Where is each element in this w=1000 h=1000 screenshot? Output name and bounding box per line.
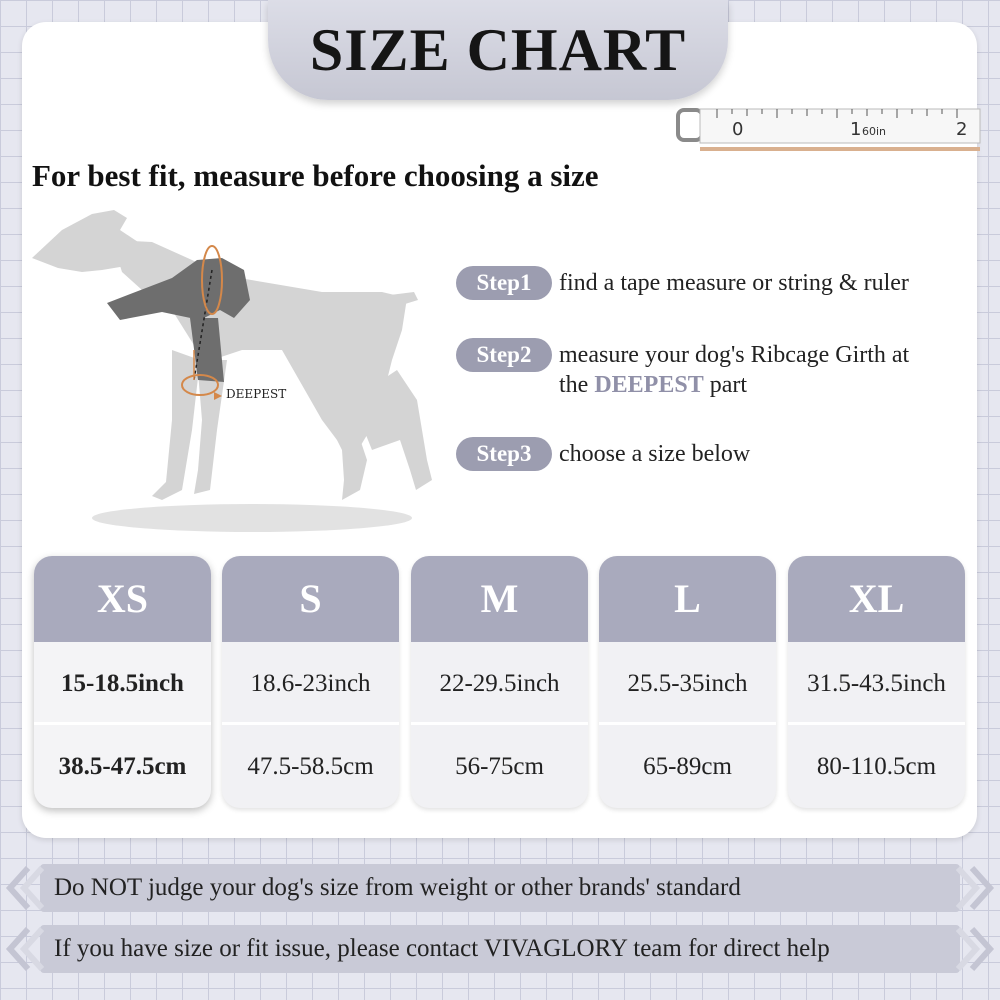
step2-line1: measure your dog's Ribcage Girth at	[559, 342, 910, 368]
chevron-right-icon	[948, 925, 998, 973]
size-cm: 47.5-58.5cm	[247, 753, 374, 780]
size-label: L	[599, 556, 776, 642]
size-label: M	[411, 556, 588, 642]
chevron-left-icon	[2, 925, 52, 973]
step3-text: choose a size below	[559, 441, 751, 467]
page-title: SIZE CHART	[309, 17, 687, 83]
size-column-s	[222, 556, 399, 808]
size-inch: 15-18.5inch	[34, 642, 211, 725]
size-inch: 18.6-23inch	[222, 642, 399, 725]
size-column-l	[599, 556, 776, 808]
size-label: XL	[788, 556, 965, 642]
size-column-xl	[788, 556, 965, 808]
dog-harness-illustration	[22, 200, 452, 540]
size-inch: 31.5-43.5inch	[788, 642, 965, 725]
notice-banner-weight: Do NOT judge your dog's size from weight or other brands' standard	[40, 864, 960, 912]
step3-badge: Step3	[456, 437, 552, 471]
step2-line2-prefix: the	[559, 372, 595, 398]
step2-line2	[559, 370, 909, 400]
size-label: XS	[34, 556, 211, 642]
size-cm: 80-110.5cm	[816, 753, 937, 780]
size-inch: 22-29.5inch	[411, 642, 588, 725]
chevron-right-icon	[948, 864, 998, 912]
size-inch: 25.5-35inch	[599, 642, 776, 725]
step2-highlight: DEEPEST	[594, 372, 704, 398]
step2-badge: Step2	[456, 338, 552, 372]
tape-measure-icon	[672, 104, 982, 160]
size-column-m	[411, 556, 588, 808]
step1-text: find a tape measure or string & ruler	[559, 270, 909, 296]
tape-mark-2: 2	[956, 119, 968, 140]
size-cm: 56-75cm	[455, 753, 544, 780]
size-column-xs	[34, 556, 211, 808]
step2-line2-suffix: part	[703, 372, 748, 398]
tape-mark-1: 1	[850, 119, 862, 140]
deepest-label: DEEPEST	[226, 387, 287, 401]
size-label: S	[222, 556, 399, 642]
size-cm: 65-89cm	[643, 753, 732, 780]
size-cm: 38.5-47.5cm	[58, 753, 187, 780]
chevron-left-icon	[2, 864, 52, 912]
fit-instruction-heading: For best fit, measure before choosing a size	[32, 158, 599, 193]
step2-text	[559, 340, 909, 400]
step1-badge: Step1	[456, 266, 552, 300]
notice-banner-contact: If you have size or fit issue, please contact VIVAGLORY team for direct help	[40, 925, 960, 973]
tape-mark-0: 0	[732, 119, 744, 140]
tape-mark-60in: 60in	[862, 125, 887, 138]
